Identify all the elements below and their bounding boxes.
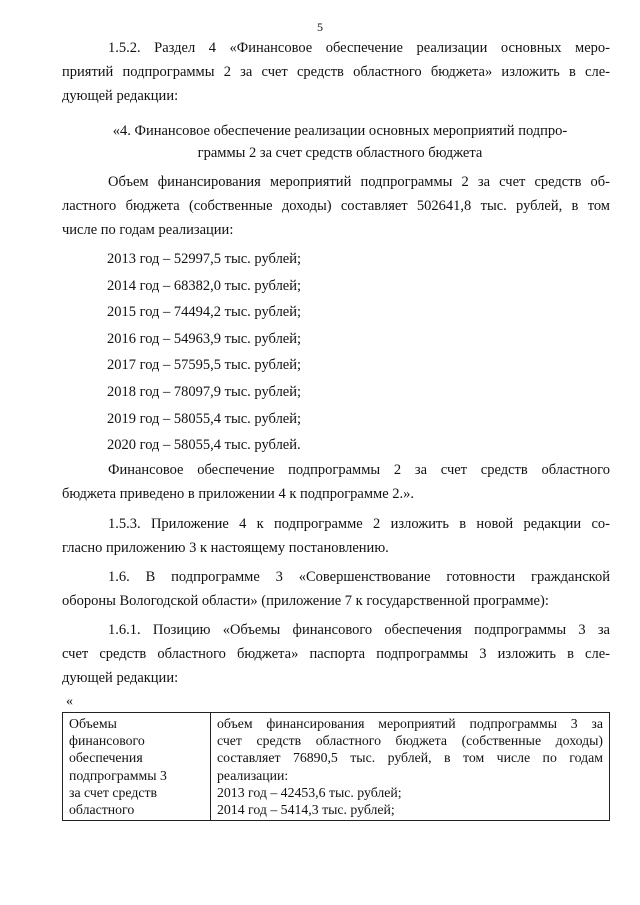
cell-line: составляет 76890,5 тыс. рублей, в том числе по годам (217, 750, 603, 766)
text-line: 1.5.3. Приложение 4 к подпрограмме 2 изложить в новой редакции со- (108, 516, 610, 532)
cell-line: 2013 год – 42453,6 тыс. рублей; (217, 784, 402, 800)
text-line: Финансовое обеспечение подпрограммы 2 за счет средств областного (108, 462, 610, 478)
text-line: 1.6. В подпрограмме 3 «Совершенствование готовности гражданской (108, 569, 610, 585)
years-list (107, 246, 301, 459)
cell-line: подпрограммы 3 (69, 767, 167, 783)
table-row (63, 713, 610, 821)
opening-quote: « (66, 694, 73, 709)
cell-line: счет средств областного бюджета (собственные доходы) (217, 733, 603, 749)
table-cell-value (211, 713, 610, 821)
paragraph-1-6 (62, 565, 610, 613)
cell-line: 2014 год – 5414,3 тыс. рублей; (217, 802, 395, 818)
text-line: счет средств областного бюджета» паспорта подпрограммы 3 изложить в сле- (62, 646, 610, 662)
paragraph-1-6-1 (62, 618, 610, 690)
year-item: 2013 год – 52997,5 тыс. рублей; (107, 251, 302, 267)
cell-line: объем финансирования мероприятий подпрограммы 3 за (217, 716, 603, 731)
paragraph-financing (62, 458, 610, 506)
page-number: 5 (317, 20, 323, 34)
cell-line: областного (69, 802, 135, 818)
cell-line: Объемы (69, 716, 117, 731)
paragraph-1-5-3 (62, 512, 610, 560)
text-line: числе по годам реализации: (62, 222, 234, 238)
year-item: 2017 год – 57595,5 тыс. рублей; (107, 357, 302, 374)
cell-line: реализации: (217, 767, 289, 783)
year-item: 2018 год – 78097,9 тыс. рублей; (107, 383, 302, 400)
text-line: 1.5.2. Раздел 4 «Финансовое обеспечение реализации основных меро- (108, 40, 610, 56)
paragraph-volume (62, 170, 610, 242)
text-line: 1.6.1. Позицию «Объемы финансового обеспечения подпрограммы 3 за (108, 622, 610, 638)
text-line: дующей редакции: (62, 88, 179, 104)
text-line: приятий подпрограммы 2 за счет средств областного бюджета» изложить в сле- (62, 64, 610, 80)
table-cell-label (63, 713, 211, 821)
cell-line: финансового (69, 733, 145, 749)
heading-line: граммы 2 за счет средств областного бюджета (197, 145, 483, 161)
text-line: обороны Вологодской области» (приложение 7 к государственной программе): (62, 593, 549, 609)
passport-table (62, 712, 610, 821)
text-line: бюджета приведено в приложении 4 к подпрограмме 2.». (62, 486, 415, 502)
year-item: 2015 год – 74494,2 тыс. рублей; (107, 304, 302, 321)
section-heading (90, 120, 590, 164)
heading-line: «4. Финансовое обеспечение реализации основных мероприятий подпро- (112, 123, 568, 139)
year-item: 2014 год – 68382,0 тыс. рублей; (107, 277, 302, 294)
cell-line: обеспечения (69, 750, 143, 766)
year-item: 2020 год – 58055,4 тыс. рублей. (107, 437, 301, 454)
paragraph-1-5-2 (62, 36, 610, 108)
text-line: дующей редакции: (62, 670, 179, 686)
cell-line: за счет средств (69, 784, 158, 800)
year-item: 2019 год – 58055,4 тыс. рублей; (107, 410, 302, 427)
text-line: гласно приложению 3 к настоящему постановлению. (62, 540, 389, 556)
year-item: 2016 год – 54963,9 тыс. рублей; (107, 330, 302, 347)
text-line: Объем финансирования мероприятий подпрограммы 2 за счет средств об- (108, 174, 610, 190)
text-line: ластного бюджета (собственные доходы) составляет 502641,8 тыс. рублей, в том (62, 198, 610, 214)
